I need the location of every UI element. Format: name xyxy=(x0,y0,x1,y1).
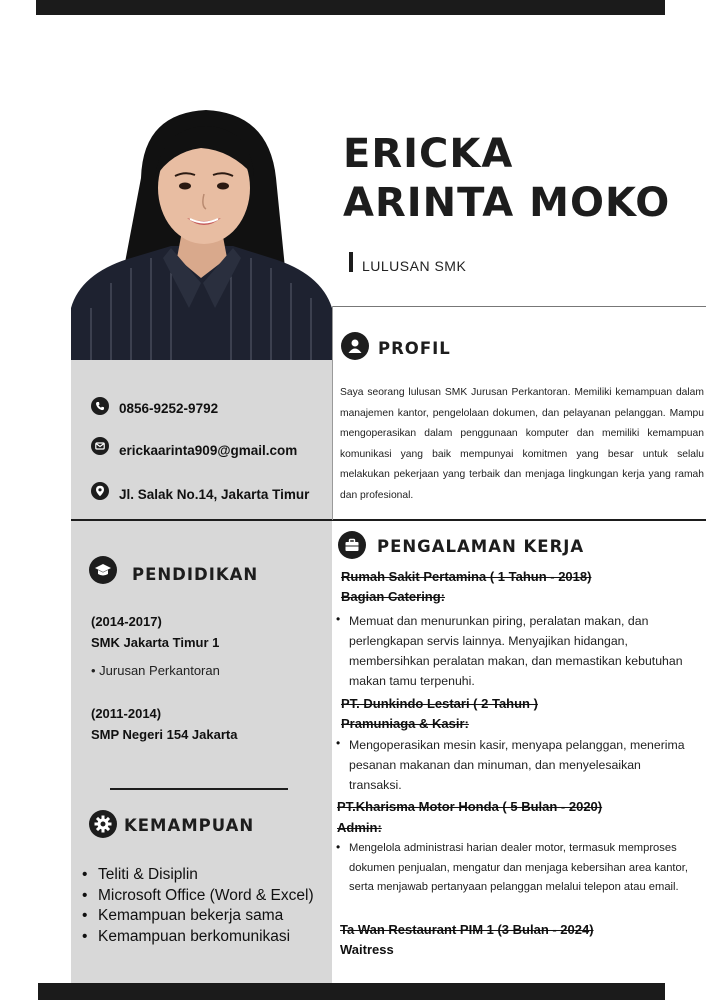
profile-photo xyxy=(71,108,332,360)
name-line-1: ERICKA xyxy=(343,131,514,177)
experience-title: PENGALAMAN KERJA xyxy=(377,537,585,556)
education-years-1: (2014-2017) xyxy=(91,614,162,629)
bottom-decor-bar xyxy=(38,983,665,1000)
job-company-1: Rumah Sakit Pertamina ( 1 Tahun - 2018) xyxy=(341,569,592,584)
job-role-2: Pramuniaga & Kasir: xyxy=(341,716,469,731)
skills-list xyxy=(82,865,314,947)
bullet-mark: • xyxy=(336,612,341,626)
top-decor-bar xyxy=(36,0,665,15)
job-role-3: Admin: xyxy=(337,820,382,835)
email-address: erickaarinta909@gmail.com xyxy=(119,443,298,458)
job-desc-2: Mengoperasikan mesin kasir, menyapa pelanggan, menerima pesanan makanan dan minuman, dan menyelesaikan transaksi. xyxy=(349,738,685,792)
skill-item: • Microsoft Office (Word & Excel) xyxy=(82,886,314,907)
skill-item: • Kemampuan bekerja sama xyxy=(82,906,314,927)
phone-icon xyxy=(91,397,109,415)
user-icon xyxy=(341,332,369,360)
job-company-3: PT.Kharisma Motor Honda ( 5 Bulan - 2020) xyxy=(337,799,603,814)
gear-icon xyxy=(89,810,117,838)
profile-text: Saya seorang lulusan SMK Jurusan Perkantoran. Memiliki kemampuan dalam manajemen kantor, pengelolaan dokumen, dan pelayanan pelanggan. Mampu mengoperasikan dalam penggunaan komputer dan memiliki kemampuan komunikasi yang baik mempunyai komitmen yang besar untuk selalu melakukan pekerjaan yang terbaik dan menjaga lingkungan kerja yang ramah dan profesional. xyxy=(340,387,704,501)
education-years-2: (2011-2014) xyxy=(91,706,162,721)
subtitle-accent-bar xyxy=(349,252,353,272)
subtitle: LULUSAN SMK xyxy=(362,258,467,274)
profile-title: PROFIL xyxy=(378,339,451,358)
skills-title: KEMAMPUAN xyxy=(124,816,255,835)
job-company-2: PT. Dunkindo Lestari ( 2 Tahun ) xyxy=(341,696,538,711)
job-desc-1: Memuat dan menurunkan piring, peralatan makan, dan perlengkapan servis lainnya. Menyajikan hidangan, membersihkan peralatan makan, dan memastikan kebutuhan makan tamu terpenuhi. xyxy=(349,614,683,688)
person-name xyxy=(343,130,670,228)
education-title: PENDIDIKAN xyxy=(132,565,259,584)
header-divider xyxy=(332,306,706,307)
graduation-cap-icon xyxy=(89,556,117,584)
briefcase-icon xyxy=(338,531,366,559)
job-role-4: Waitress xyxy=(340,942,394,957)
job-company-4: Ta Wan Restaurant PIM 1 (3 Bulan - 2024) xyxy=(340,922,594,937)
location-pin-icon xyxy=(91,482,109,500)
education-detail-1: • Jurusan Perkantoran xyxy=(91,663,220,678)
skill-item: • Teliti & Disiplin xyxy=(82,865,314,886)
phone-number: 0856-9252-9792 xyxy=(119,401,219,416)
job-role-1: Bagian Catering: xyxy=(341,589,446,604)
skill-item: • Kemampuan berkomunikasi xyxy=(82,927,314,948)
skills-divider xyxy=(110,788,288,790)
column-divider xyxy=(332,306,333,520)
bullet-mark: • xyxy=(336,736,341,750)
name-line-2: ARINTA MOKO xyxy=(343,180,671,226)
address: Jl. Salak No.14, Jakarta Timur xyxy=(119,487,310,502)
email-icon xyxy=(91,437,109,455)
education-school-1: SMK Jakarta Timur 1 xyxy=(91,635,220,650)
job-desc-3: Mengelola administrasi harian dealer motor, termasuk memproses dokumen penjualan, mengatur dan menjaga kebersihan area kantor, serta menjawab pertanyaan pelanggan melalui telepon atau email. xyxy=(349,842,688,893)
bullet-mark: • xyxy=(336,840,341,854)
section-divider xyxy=(71,519,706,521)
education-school-2: SMP Negeri 154 Jakarta xyxy=(91,727,238,742)
